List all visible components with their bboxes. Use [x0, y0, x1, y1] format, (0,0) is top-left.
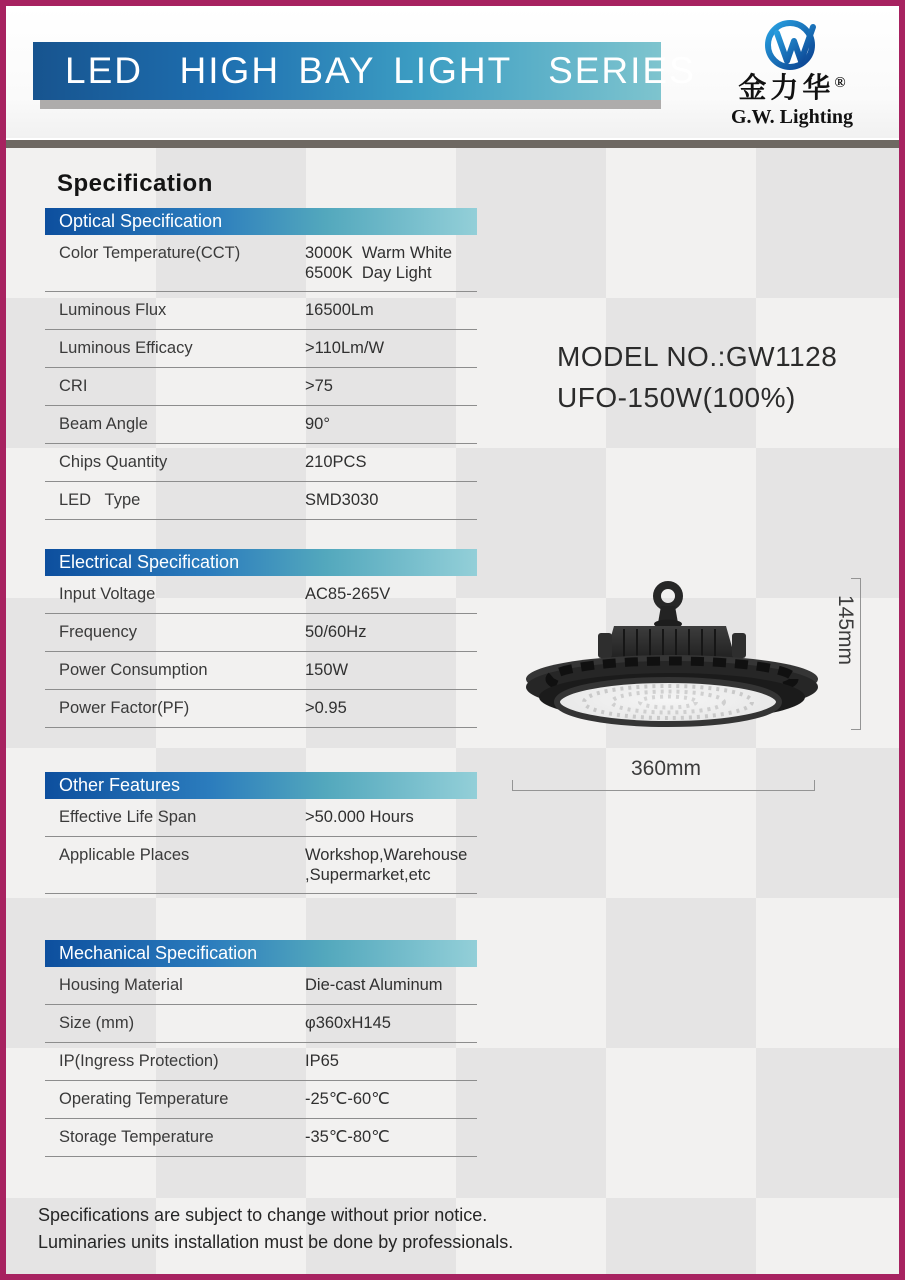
section-header-optical — [45, 208, 477, 235]
optical-specification-section — [45, 208, 477, 520]
banner-shadow — [40, 100, 661, 109]
brand-name-cn: 金力华® — [738, 73, 846, 104]
row-beam-angle — [45, 406, 477, 444]
row-storage-temperature — [45, 1119, 477, 1157]
spec-label: Chips Quantity — [59, 453, 168, 471]
section-header-other-features — [45, 772, 477, 799]
spec-label: LED Type — [59, 491, 141, 509]
row-frequency — [45, 614, 477, 652]
row-operating-temperature — [45, 1081, 477, 1119]
footer-line-1: Specifications are subject to change without prior notice. — [38, 1205, 488, 1225]
other-features-section — [45, 772, 477, 894]
spec-value: φ360xH145 — [305, 1014, 391, 1032]
spec-label: Power Factor(PF) — [59, 699, 190, 717]
spec-label: Luminous Flux — [59, 301, 167, 319]
spec-label: CRI — [59, 377, 88, 395]
row-ingress-protection — [45, 1043, 477, 1081]
height-dimension-label: 145mm — [834, 594, 857, 666]
spec-value: >50.000 Hours — [305, 808, 414, 826]
spec-label: Color Temperature(CCT) — [59, 244, 241, 262]
spec-label: Applicable Places — [59, 846, 190, 864]
spec-value: >75 — [305, 377, 333, 395]
width-dimension-bracket — [512, 780, 815, 791]
row-housing-material — [45, 967, 477, 1005]
spec-value: -35℃-80℃ — [305, 1128, 390, 1146]
section-header-mechanical — [45, 940, 477, 967]
section-title: Optical Specification — [59, 211, 223, 231]
spec-label: Beam Angle — [59, 415, 148, 433]
spec-value: 50/60Hz — [305, 623, 367, 641]
row-size — [45, 1005, 477, 1043]
spec-value: 3000K Warm White 6500K Day Light — [305, 244, 453, 282]
row-applicable-places — [45, 837, 477, 894]
spec-label: Storage Temperature — [59, 1128, 214, 1146]
spec-label: Effective Life Span — [59, 808, 197, 826]
width-dimension-label: 360mm — [630, 757, 702, 780]
spec-value: SMD3030 — [305, 491, 379, 509]
header-band — [6, 6, 899, 138]
row-power-factor — [45, 690, 477, 728]
spec-value: >0.95 — [305, 699, 347, 717]
hanging-hook — [657, 585, 679, 607]
footer-line-2: Luminaries units installation must be done by professionals. — [38, 1232, 514, 1252]
gw-monogram-icon — [763, 15, 821, 73]
row-luminous-flux — [45, 292, 477, 330]
row-power-consumption — [45, 652, 477, 690]
spec-value: Die-cast Aluminum — [305, 976, 443, 994]
spec-value: Workshop,Warehouse ,Supermarket,etc — [305, 846, 468, 884]
brand-logo — [706, 11, 878, 127]
led-panel — [557, 680, 779, 724]
row-led-type — [45, 482, 477, 520]
spec-value: 150W — [305, 661, 349, 679]
row-chips-quantity — [45, 444, 477, 482]
model-line-2: UFO-150W(100%) — [557, 382, 796, 413]
section-title: Other Features — [59, 775, 181, 795]
section-header-electrical — [45, 549, 477, 576]
registered-mark: ® — [834, 75, 846, 91]
spec-value: 210PCS — [305, 453, 367, 471]
product-image — [520, 575, 840, 751]
spec-value: -25℃-60℃ — [305, 1090, 390, 1108]
spec-label: Power Consumption — [59, 661, 208, 679]
spec-value: >110Lm/W — [305, 339, 385, 357]
model-line-1: MODEL NO.:GW1128 — [557, 341, 838, 372]
spec-label: Frequency — [59, 623, 137, 641]
spec-label: Luminous Efficacy — [59, 339, 193, 357]
row-effective-life-span — [45, 799, 477, 837]
row-luminous-efficacy — [45, 330, 477, 368]
section-title: Mechanical Specification — [59, 943, 258, 963]
row-input-voltage — [45, 576, 477, 614]
specification-heading: Specification — [57, 170, 213, 197]
header-divider — [6, 138, 899, 148]
row-cri — [45, 368, 477, 406]
spec-label: Input Voltage — [59, 585, 156, 603]
row-color-temperature — [45, 235, 477, 292]
title-banner — [33, 42, 696, 100]
section-title: Electrical Specification — [59, 552, 240, 572]
spec-label: Housing Material — [59, 976, 183, 994]
electrical-specification-section — [45, 549, 477, 728]
model-number — [557, 336, 837, 418]
brand-name-en: G.W. Lighting — [730, 106, 854, 128]
spec-label: Size (mm) — [59, 1014, 135, 1032]
spec-value: AC85-265V — [305, 585, 391, 603]
mechanical-specification-section — [45, 940, 477, 1157]
spec-value: IP65 — [305, 1052, 339, 1070]
spec-value: 16500Lm — [305, 301, 374, 319]
spec-label: Operating Temperature — [59, 1090, 229, 1108]
page-title: LED HIGH BAY LIGHT SERIES — [65, 50, 696, 91]
spec-label: IP(Ingress Protection) — [59, 1052, 219, 1070]
footer-notes — [38, 1202, 513, 1256]
spec-value: 90° — [305, 415, 330, 433]
